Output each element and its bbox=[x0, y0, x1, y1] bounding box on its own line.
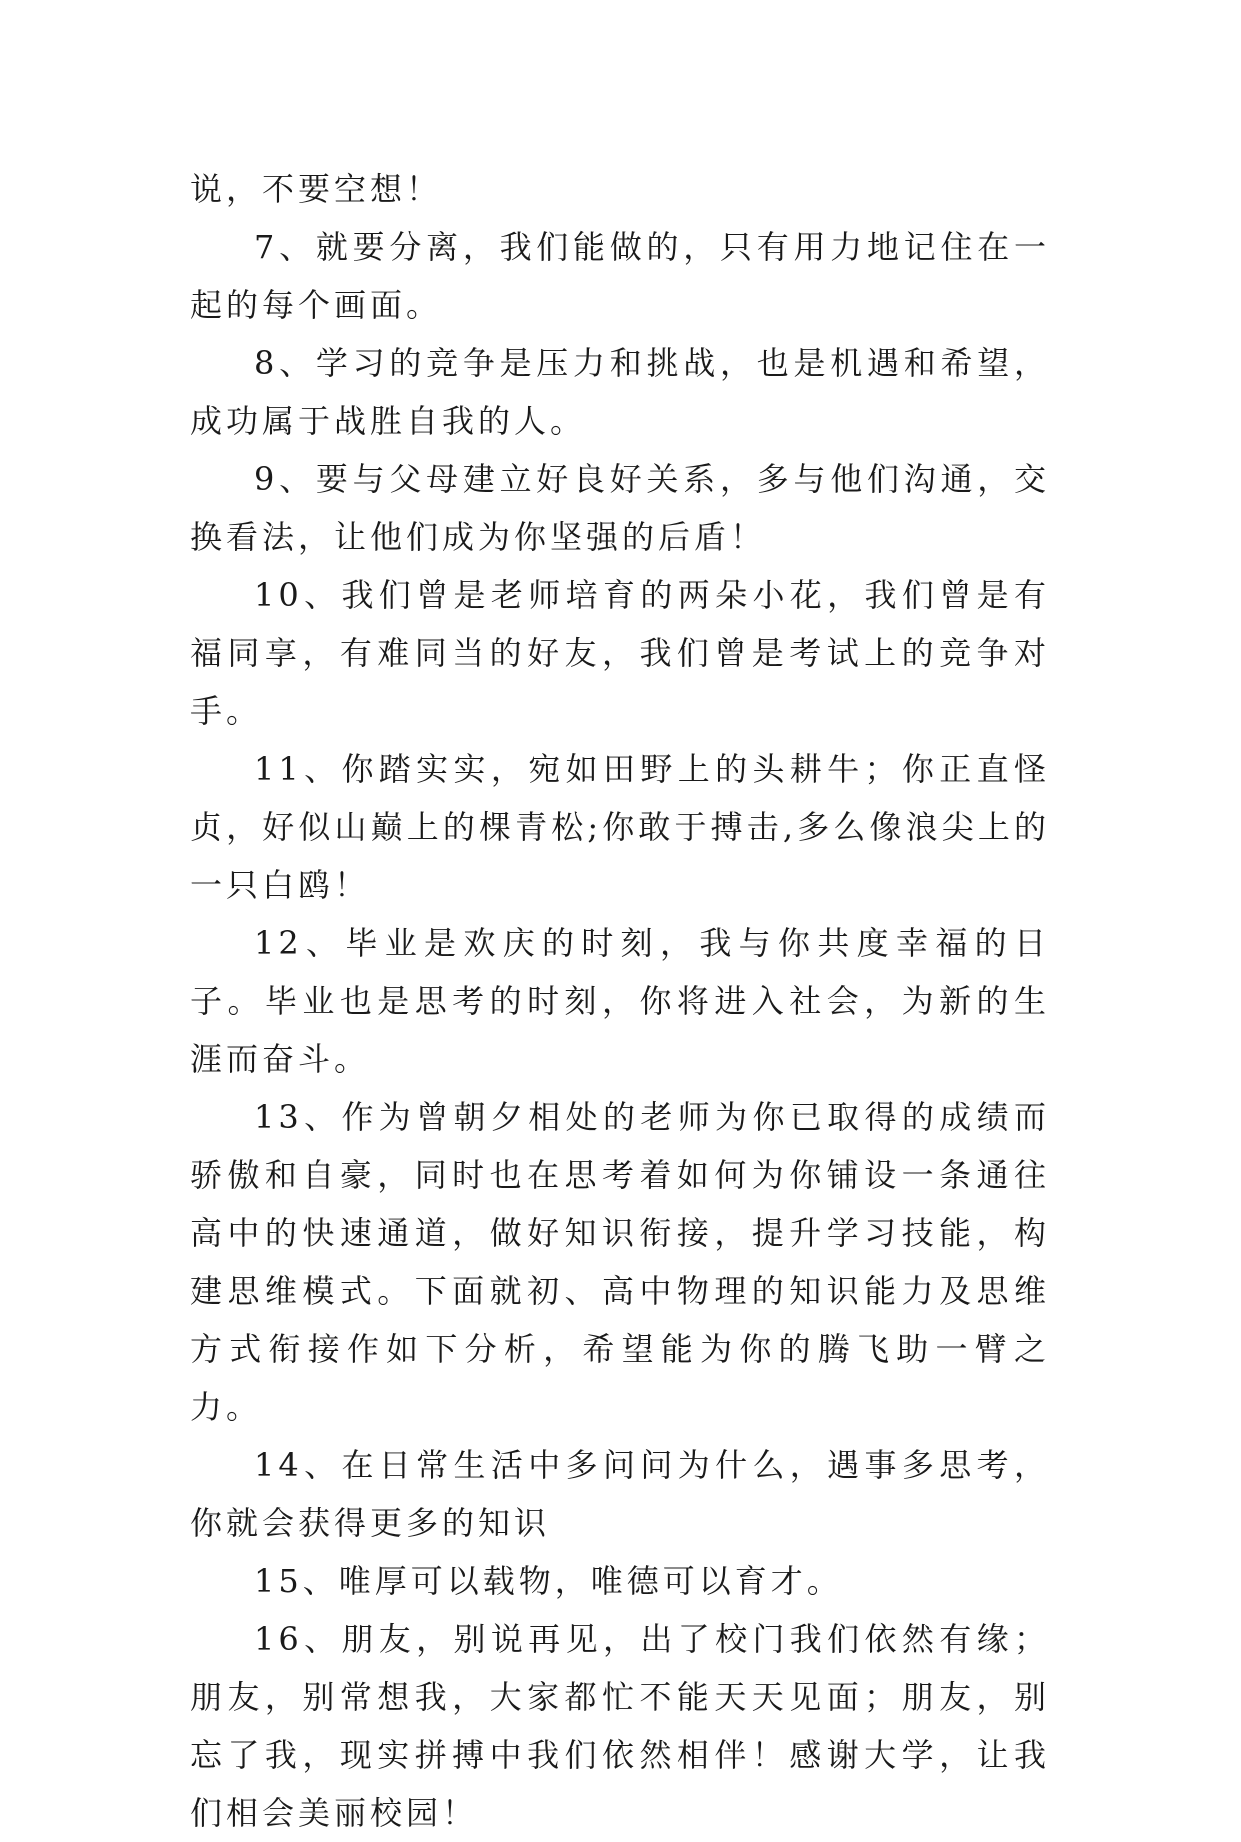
paragraph-item-15: 15、唯厚可以载物，唯德可以育才。 bbox=[254, 1562, 843, 1600]
paragraph-continuation: 说，不要空想！ bbox=[190, 170, 443, 208]
paragraph-item-11: 11、你踏实实，宛如田野上的头耕牛；你正直怪贞，好似山巅上的棵青松;你敢于搏击,多么像浪尖上的一只白鸥！ bbox=[190, 750, 1050, 904]
paragraph-item-7: 7、就要分离，我们能做的，只有用力地记住在一起的每个画面。 bbox=[190, 228, 1050, 324]
paragraph-item-8: 8、学习的竞争是压力和挑战，也是机遇和希望，成功属于战胜自我的人。 bbox=[190, 344, 1050, 440]
paragraph-item-12: 12、毕业是欢庆的时刻，我与你共度幸福的日子。毕业也是思考的时刻，你将进入社会，为新的生涯而奋斗。 bbox=[190, 924, 1050, 1078]
paragraph-item-13: 13、作为曾朝夕相处的老师为你已取得的成绩而骄傲和自豪，同时也在思考着如何为你铺设一条通往高中的快速通道，做好知识衔接，提升学习技能，构建思维模式。下面就初、高中物理的知识能力及思维方式衔接作如下分析，希望能为你的腾飞助一臂之力。 bbox=[190, 1098, 1050, 1426]
paragraph-item-14: 14、在日常生活中多问问为什么，遇事多思考，你就会获得更多的知识 bbox=[190, 1446, 1050, 1542]
paragraph-item-16: 16、朋友，别说再见，出了校门我们依然有缘；朋友，别常想我，大家都忙不能天天见面；朋友，别忘了我，现实拼搏中我们依然相伴！感谢大学，让我们相会美丽校园！ bbox=[190, 1620, 1050, 1832]
paragraph-item-10: 10、我们曾是老师培育的两朵小花，我们曾是有福同享，有难同当的好友，我们曾是考试上的竞争对手。 bbox=[190, 576, 1050, 730]
document-body bbox=[190, 160, 1050, 1842]
paragraph-item-9: 9、要与父母建立好良好关系，多与他们沟通，交换看法，让他们成为你坚强的后盾！ bbox=[190, 460, 1050, 556]
